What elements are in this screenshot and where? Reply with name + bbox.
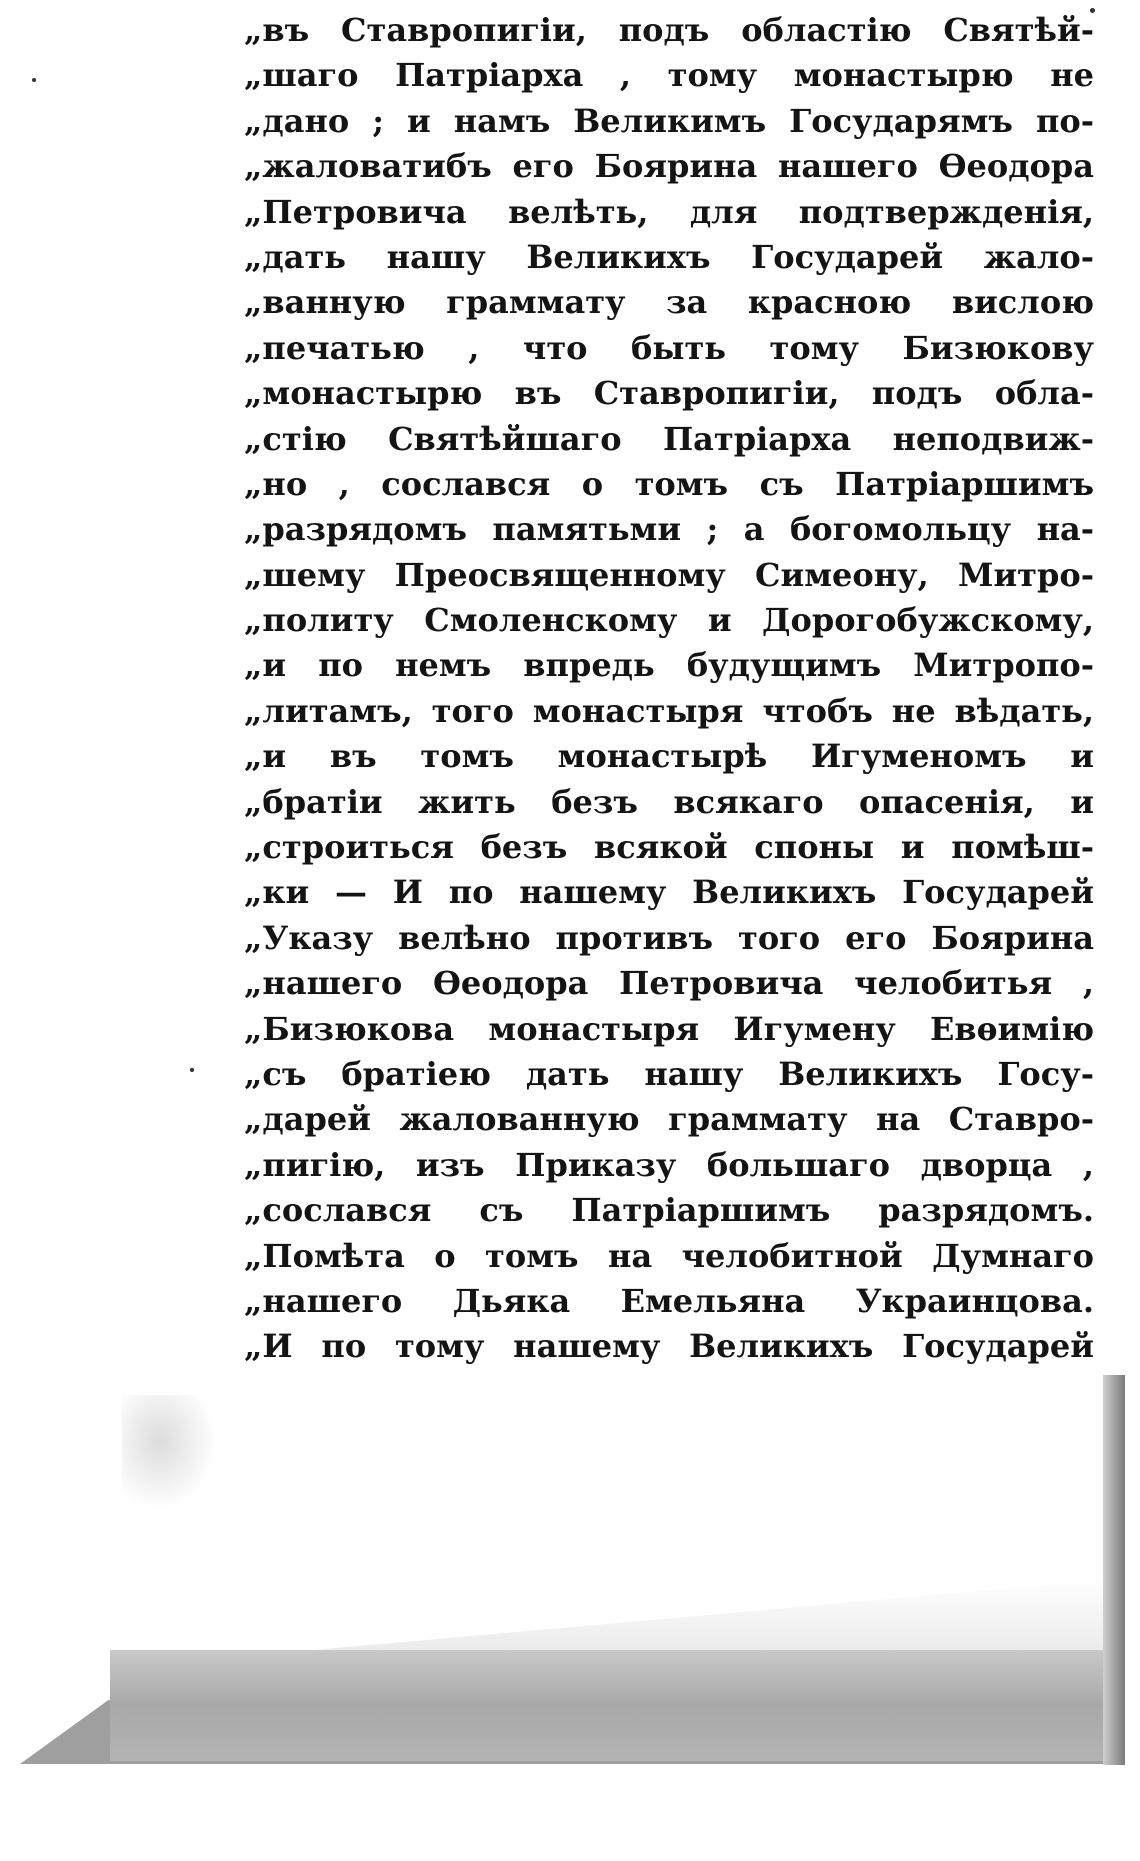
text-line: „и по немъ впредь будущимъ Митропо-	[244, 646, 1094, 685]
text-line: „ки — И по нашему Великихъ Государей	[244, 873, 1094, 912]
text-line: „И по тому нашему Великихъ Государей	[244, 1327, 1094, 1366]
text-line: „дать нашу Великихъ Государей жало-	[244, 237, 1094, 276]
text-line: „но , сослався о томъ съ Патріаршимъ	[244, 464, 1094, 503]
text-line: „стію Святѣйшаго Патріарха неподвиж-	[244, 419, 1094, 458]
text-line: „нашего Ѳеодора Петровича челобитья ,	[244, 964, 1094, 1003]
text-line: „жаловатибъ его Боярина нашего Ѳеодора	[244, 147, 1094, 186]
scan-shadow-edge	[1103, 1375, 1125, 1765]
text-line: „монастырю въ Ставропигіи, подъ обла-	[244, 374, 1094, 413]
text-line: „и въ томъ монастырѣ Игуменомъ и	[244, 737, 1094, 776]
text-line: „съ братіею дать нашу Великихъ Госу-	[244, 1054, 1094, 1093]
text-line: „печатью , что быть тому Бизюкову	[244, 328, 1094, 367]
text-line: „Помѣта о томъ на челобитной Думнаго	[244, 1236, 1094, 1275]
text-line: „въ Ставропигіи, подъ областію Святѣй-	[244, 11, 1094, 49]
page-text	[244, 8, 1094, 1370]
text-line: „дано ; и намъ Великимъ Государямъ по-	[244, 101, 1094, 140]
text-line: „политу Смоленскому и Дорогобужскому,	[244, 601, 1094, 640]
margin-speck	[190, 1068, 194, 1072]
text-line: „дарей жалованную граммату на Ставро-	[244, 1100, 1094, 1139]
text-line: „Петровича велѣть, для подтвержденія,	[244, 192, 1094, 231]
text-line: „ванную граммату за красною вислою	[244, 283, 1094, 322]
text-line: „Бизюкова монастыря Игумену Евѳимію	[244, 1009, 1094, 1048]
scan-shadow-band	[110, 1650, 1125, 1761]
text-line: „братіи жить безъ всякаго опасенія, и	[244, 782, 1094, 821]
text-line: „шему Преосвященному Симеону, Митро-	[244, 555, 1094, 594]
text-line: „сослався съ Патріаршимъ разрядомъ.	[244, 1191, 1094, 1230]
text-line: „пигію, изъ Приказу большаго дворца ,	[244, 1145, 1094, 1184]
text-line: „разрядомъ памятьми ; а богомольцу на-	[244, 510, 1094, 549]
text-line: „строиться безъ всякой споны и помѣш-	[244, 828, 1094, 867]
text-line: „литамъ, того монастыря чтобъ не вѣдать,	[244, 691, 1094, 730]
text-line: „нашего Дьяка Емельяна Украинцова.	[244, 1281, 1094, 1320]
margin-speck	[32, 78, 36, 82]
text-line: „шаго Патріарха , тому монастырю не	[244, 56, 1094, 95]
text-line: „Указу велѣно противъ того его Боярина	[244, 918, 1094, 957]
scan-smudge	[122, 1395, 217, 1510]
